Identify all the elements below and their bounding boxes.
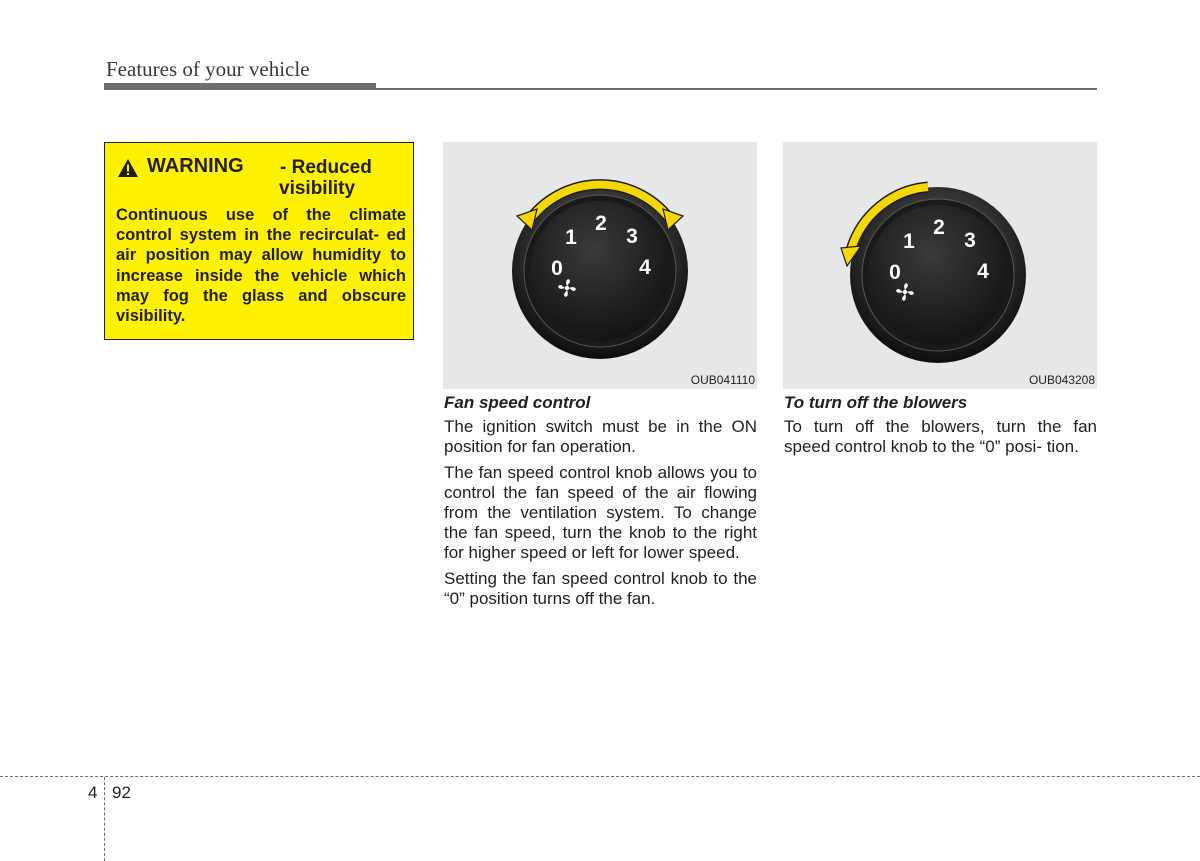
turn-off-section	[784, 393, 1097, 463]
paragraph: To turn off the blowers, turn the fan speed control knob to the “0” posi- tion.	[784, 417, 1097, 457]
knob-label-2: 2	[595, 212, 607, 235]
turn-off-knob-illustration	[783, 142, 1097, 389]
section-title: To turn off the blowers	[784, 393, 968, 412]
knob-label-3: 3	[626, 225, 638, 248]
chapter-number: 4	[88, 783, 98, 802]
header-rule-thick	[104, 83, 376, 90]
footer-vertical-rule	[104, 777, 105, 861]
header-rule-thin	[376, 88, 1097, 90]
footer-rule	[0, 776, 1200, 777]
knob-label-0: 0	[889, 261, 901, 284]
warning-subtitle-line1: - Reduced	[280, 157, 372, 178]
knob-label-1: 1	[903, 230, 915, 253]
warning-subtitle-line2: visibility	[279, 178, 356, 199]
knob-label-4: 4	[639, 256, 651, 279]
section-title: Fan speed control	[444, 393, 591, 412]
warning-word: WARNING	[147, 155, 244, 177]
warning-body: Continuous use of the climate control system in the recirculat- ed air position may allow humidity to increase inside the vehicle which may fog the glass and obscure visibility.	[116, 206, 406, 326]
paragraph: The ignition switch must be in the ON position for fan operation.	[444, 417, 757, 457]
figure-code: OUB043208	[1028, 373, 1095, 387]
fan-speed-section	[444, 393, 757, 614]
knob-label-4: 4	[977, 260, 989, 283]
knob-label-1: 1	[565, 226, 577, 249]
knob-label-2: 2	[933, 216, 945, 239]
knob-label-0: 0	[551, 257, 563, 280]
page-header-title: Features of your vehicle	[106, 57, 310, 81]
figure-turn-off-knob	[783, 142, 1097, 389]
figure-code: OUB041110	[690, 373, 755, 387]
fan-speed-knob-illustration	[443, 142, 757, 389]
page-number: 92	[112, 783, 131, 802]
knob-label-3: 3	[964, 229, 976, 252]
warning-triangle-icon	[117, 158, 139, 178]
figure-fan-speed-knob	[443, 142, 757, 389]
warning-box	[104, 142, 414, 340]
paragraph: Setting the fan speed control knob to the “0” position turns off the fan.	[444, 568, 757, 608]
paragraph: The fan speed control knob allows you to control the fan speed of the air flowing from the ventilation system. To change the fan speed, turn the knob to the right for higher speed or left for lower speed.	[444, 462, 757, 563]
